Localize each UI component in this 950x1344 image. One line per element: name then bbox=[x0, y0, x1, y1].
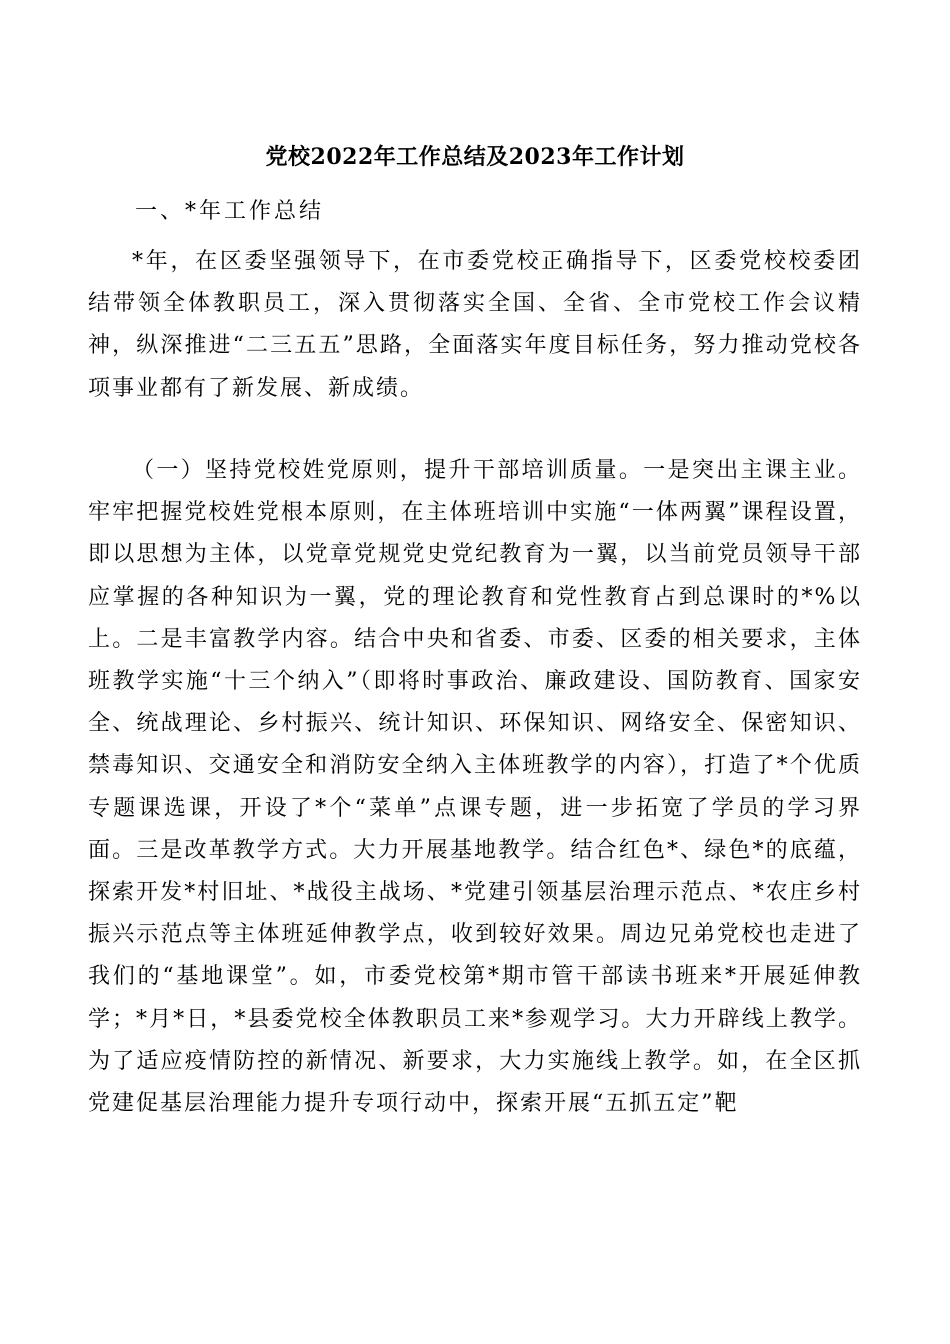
paragraph-intro: *年，在区委坚强领导下，在市委党校正确指导下，区委党校校委团结带领全体教职员工，深入贯彻落实全国、全省、全市党校工作会议精神，纵深推进“二三五五”思路，全面落实年度目标任务，努力推动党校各项事业都有了新发展、新成绩。 bbox=[88, 249, 862, 401]
document-title: 党校2022年工作总结及2023年工作计划 bbox=[265, 144, 685, 170]
section-heading: 一、*年工作总结 bbox=[135, 199, 325, 224]
paragraph-section-1: （一）坚持党校姓党原则，提升干部培训质量。一是突出主课主业。牢牢把握党校姓党根本原则，在主体班培训中实施“一体两翼”课程设置，即以思想为主体，以党章党规党史党纪教育为一翼，以当前党员领导干部应掌握的各种知识为一翼，党的理论教育和党性教育占到总课时的*%以上。二是丰富教学内容。结合中央和省委、市委、区委的相关要求，主体班教学实施“十三个纳入”（即将时事政治、廉政建设、国防教育、国家安全、统战理论、乡村振兴、统计知识、环保知识、网络安全、保密知识、禁毒知识、交通安全和消防安全纳入主体班教学的内容），打造了*个优质专题课选课，开设了*个“菜单”点课专题，进一步拓宽了学员的学习界面。三是改革教学方式。大力开展基地教学。结合红色*、绿色*的底蕴，探索开发*村旧址、*战役主战场、*党建引领基层治理示范点、*农庄乡村振兴示范点等主体班延伸教学点，收到较好效果。周边兄弟党校也走进了我们的“基地课堂”。如，市委党校第*期市管干部读书班来*开展延伸教学；*月*日，*县委党校全体教职员工来*参观学习。大力开辟线上教学。为了适应疫情防控的新情况、新要求，大力实施线上教学。如，在全区抓党建促基层治理能力提升专项行动中，探索开展“五抓五定”靶 bbox=[88, 458, 862, 1117]
